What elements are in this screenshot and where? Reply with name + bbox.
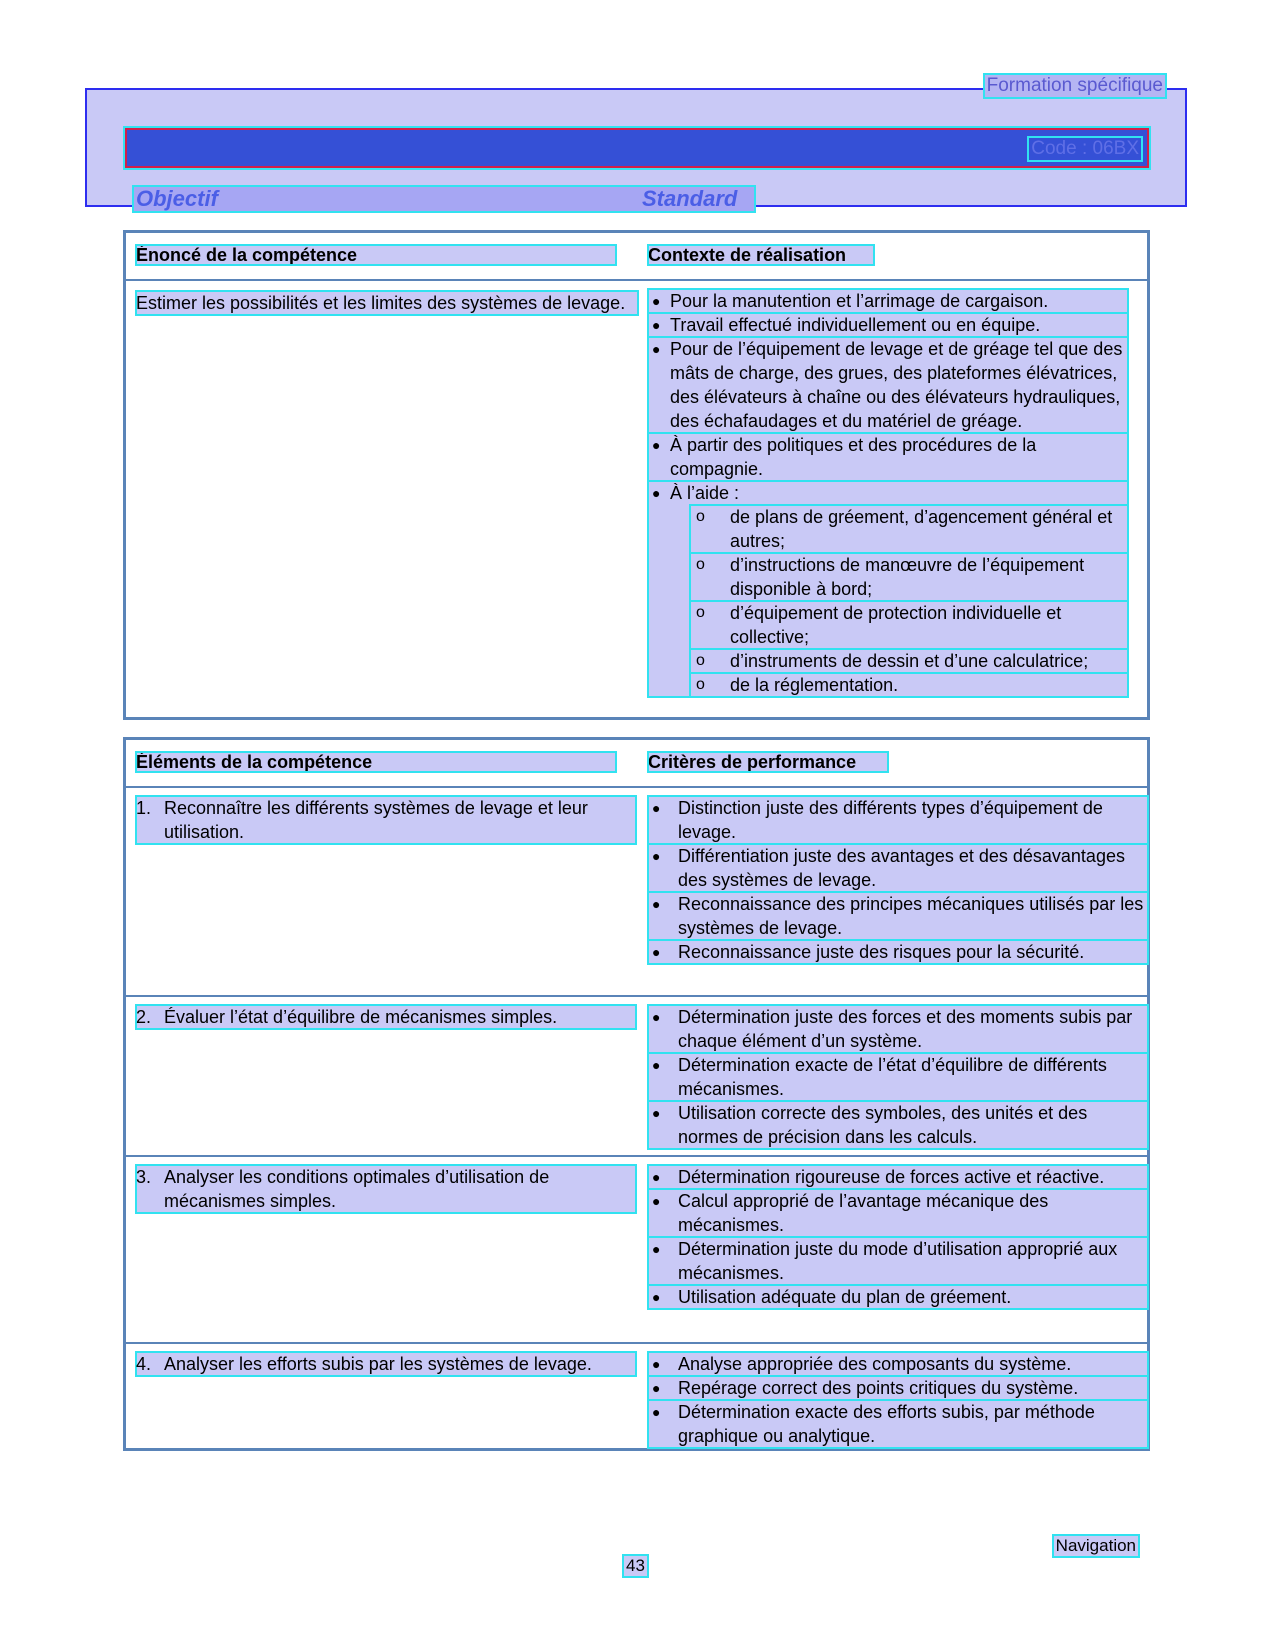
element-text: 4. Analyser les efforts subis par les systèmes de levage. [136,1352,636,1376]
criteres-cell [648,1165,1148,1309]
criteres-list [648,1352,1148,1448]
critere-item: ● Utilisation correcte des symboles, des unités et des normes de précision dans les calculs. [648,1101,1148,1149]
critere-item: ● Détermination rigoureuse de forces active et réactive. [648,1165,1148,1189]
competence-table-header [126,233,1147,281]
navigation-link[interactable]: Navigation [1055,1536,1136,1555]
aide-item: o d’instruments de dessin et d’une calculatrice; [690,649,1128,673]
enonce-cell [136,291,636,315]
critere-item: ● Repérage correct des points critiques du système. [648,1376,1148,1400]
criteres-heading: Critères de performance [648,752,888,772]
objectif-label: Objectif [136,186,218,211]
competence-table [123,230,1150,720]
element-text: 3. Analyser les conditions optimales d’utilisation de mécanismes simples. [136,1165,636,1213]
aide-item: o d’instructions de manœuvre de l’équipement disponible à bord; [690,553,1128,601]
objectif-standard-bar [134,187,754,211]
criteres-list [648,1005,1148,1149]
criteres-cell [648,1352,1148,1448]
aide-item: o d’équipement de protection individuelle et collective; [690,601,1128,649]
critere-item: ● Différentiation juste des avantages et des désavantages des systèmes de levage. [648,844,1148,892]
criteres-list [648,1165,1148,1309]
contexte-item: ● À partir des politiques et des procédures de la compagnie. [648,433,1128,481]
criteres-cell [648,1005,1148,1149]
critere-item: ● Détermination exacte de l’état d’équilibre de différents mécanismes. [648,1053,1148,1101]
contexte-item: ● Pour la manutention et l’arrimage de cargaison. [648,289,1128,313]
critere-item: ● Calcul approprié de l’avantage mécanique des mécanismes. [648,1189,1148,1237]
contexte-item: ● Pour de l’équipement de levage et de gréage tel que des mâts de charge, des grues, des plateformes élévatrices, des élévateurs à chaîne ou des élévateurs hydrauliques, des échafaudages et du matériel de gréage. [648,337,1128,433]
element-text: 1. Reconnaître les différents systèmes de levage et leur utilisation. [136,796,636,844]
competence-row [126,281,1147,711]
code-label: Code : 06BX [1031,138,1139,159]
element-row-2 [126,997,1147,1157]
element-cell [136,796,636,844]
critere-item: ● Utilisation adéquate du plan de gréement. [648,1285,1148,1309]
criteres-list [648,796,1148,964]
contexte-list [648,289,1128,697]
critere-item: ● Distinction juste des différents types d’équipement de levage. [648,796,1148,844]
element-row-3 [126,1157,1147,1344]
elements-table [123,737,1150,1451]
elements-table-header [126,740,1147,788]
critere-item: ● Détermination exacte des efforts subis, par méthode graphique ou analytique. [648,1400,1148,1448]
element-cell [136,1005,636,1029]
enonce-text: Estimer les possibilités et les limites des systèmes de levage. [136,291,638,315]
critere-item: ● Détermination juste du mode d’utilisation approprié aux mécanismes. [648,1237,1148,1285]
critere-item: ● Reconnaissance des principes mécaniques utilisés par les systèmes de levage. [648,892,1148,940]
standard-label: Standard [642,186,738,211]
critere-item: ● Détermination juste des forces et des moments subis par chaque élément d’un système. [648,1005,1148,1053]
critere-item: ● Analyse appropriée des composants du système. [648,1352,1148,1376]
contexte-item: ● À l’aide : o de plans de gréement, d’agencement général et autres; o d’instructions de manœuvre de l’équipement disponible à bord; o d’équipement de protection individuelle et collective; o d’instruments de dessin et d’une calculatrice; o de la réglementation. [648,481,1128,697]
critere-item: ● Reconnaissance juste des risques pour la sécurité. [648,940,1148,964]
element-row-1 [126,788,1147,997]
contexte-cell [648,289,1128,697]
aide-sublist [670,505,1128,697]
element-row-4 [126,1344,1147,1454]
element-cell [136,1165,636,1213]
aide-item: o de plans de gréement, d’agencement général et autres; [690,505,1128,553]
contexte-heading: Contexte de réalisation [648,245,874,265]
element-text: 2. Évaluer l’état d’équilibre de mécanismes simples. [136,1005,636,1029]
enonce-heading: Énoncé de la compétence [136,245,616,265]
page-number: 43 [626,1556,645,1575]
aide-item: o de la réglementation. [690,673,1128,697]
formation-label: Formation spécifique [986,75,1163,96]
criteres-cell [648,796,1148,964]
contexte-item: ● Travail effectué individuellement ou en équipe. [648,313,1128,337]
element-cell [136,1352,636,1376]
code-bar [124,127,1150,169]
elements-heading: Éléments de la compétence [136,752,616,772]
